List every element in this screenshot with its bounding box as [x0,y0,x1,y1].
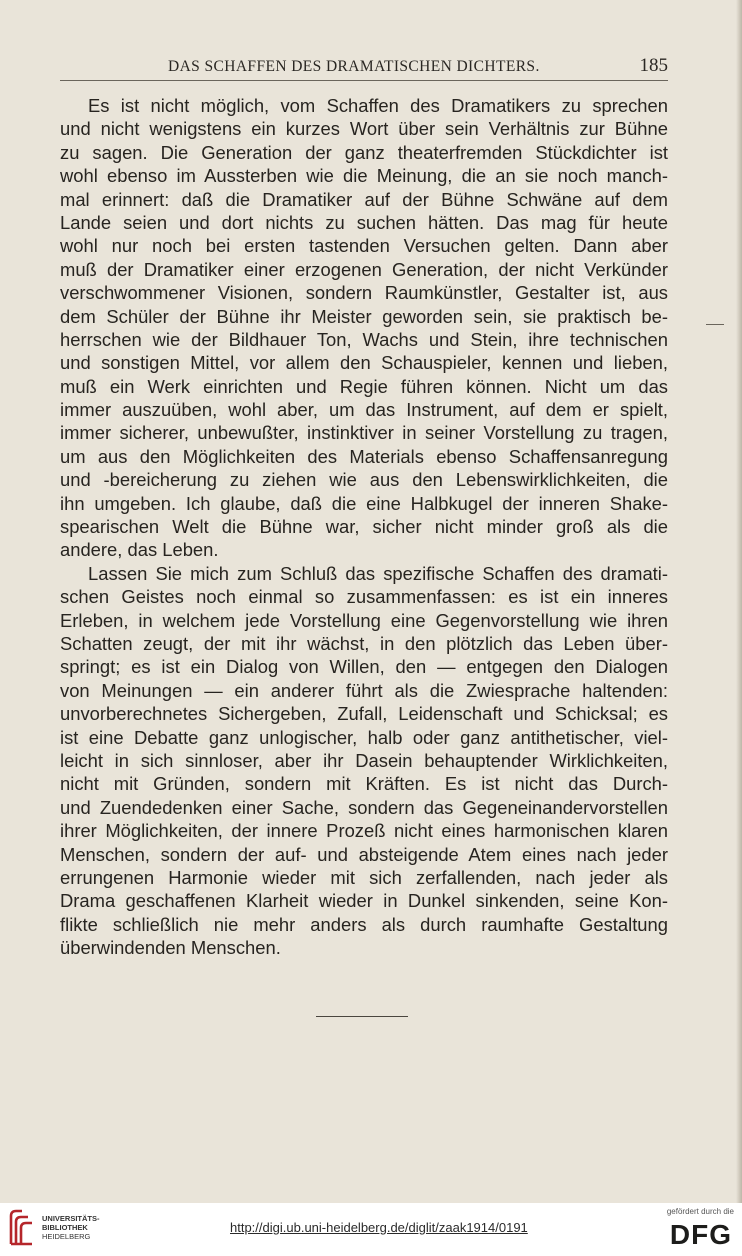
text-line: Schatten zeugt, der mit ihr wächst, in den plötzlich das Leben über- [60,632,668,654]
text-line: von Meinungen — ein anderer führt als die Zwiesprache haltenden: [60,679,668,701]
library-name-line2: BIBLIOTHEK [42,1223,88,1232]
text-line: wohl ebenso im Aussterben wie die Meinung, die an sie noch manch- [60,165,668,187]
text-line: Drama geschaffenen Klarheit wieder in Dunkel sinkenden, seine Kon- [60,890,668,912]
library-name-line1: UNIVERSITÄTS- [42,1214,100,1223]
text-line: leicht in sich sinnloser, aber ihr Dasein behauptender Wirklichkeiten, [60,749,668,771]
footer-bar [0,1203,742,1256]
running-head-title: DAS SCHAFFEN DES DRAMATISCHEN DICHTERS. [168,58,540,75]
text-line: Lassen Sie mich zum Schluß das spezifische Schaffen des dramati- [88,562,668,584]
text-line: schen Geistes noch einmal so zusammenfassen: es ist ein inneres [60,586,668,608]
text-line: andere, das Leben. [60,539,219,561]
text-line: Menschen, sondern der auf- und absteigende Atem eines nach jeder [60,843,668,865]
text-line: dem Schüler der Bühne ihr Meister geworden sein, sie praktisch be- [60,305,668,327]
text-line: Erleben, in welchem jede Vorstellung eine Gegenvorstellung wie ihren [60,609,668,631]
text-line: Lande seien und dort nichts zu suchen hätten. Das mag für heute [60,211,668,233]
text-line: unvorberechnetes Sichergeben, Zufall, Leidenschaft und Schicksal; es [60,703,668,725]
text-line: immer auszuüben, wohl aber, um das Instrument, auf dem er spielt, [60,399,668,421]
text-line: und nicht wenigstens ein kurzes Wort über sein Verhältnis zur Bühne [60,118,668,140]
text-line: wohl nur noch bei ersten tastenden Versuchen gelten. Dann aber [60,235,668,257]
margin-mark [706,324,724,325]
text-line: flikte schließlich nie mehr anders als durch raumhafte Gestaltung [60,913,668,935]
text-line: ihrer Möglichkeiten, der innere Prozeß nicht eines harmonischen klaren [60,820,668,842]
text-line: verschwommener Visionen, sondern Raumkünstler, Gestalter ist, aus [60,282,668,304]
text-line: ihn umgeben. Ich glaube, daß die eine Halbkugel der inneren Shake- [60,492,668,514]
text-line: und sonstigen Mittel, vor allem den Schauspieler, kennen und lieben, [60,352,668,374]
body-text [60,94,668,959]
permalink-url[interactable]: http://digi.ub.uni-heidelberg.de/diglit/zaak1914/0191 [230,1220,528,1235]
page-number: 185 [639,55,668,76]
text-line: muß der Dramatiker einer erzogenen Generation, der nicht Verkünder [60,258,668,280]
running-head [60,55,668,81]
text-line: ist eine Debatte ganz unlogischer, halb oder ganz antithetischer, viel- [60,726,668,748]
text-line: springt; es ist ein Dialog von Willen, den — entgegen den Dialogen [60,656,668,678]
text-line: nicht mit Gründen, sondern mit Kräften. Es ist nicht das Durch- [60,773,668,795]
text-line: immer sicherer, unbewußter, instinktiver in seiner Vorstellung zu tragen, [60,422,668,444]
text-line: herrschen wie der Bildhauer Ton, Wachs und Stein, ihre technischen [60,328,668,350]
text-line: überwindenden Menschen. [60,937,281,959]
text-line: und Zuendedenken einer Sache, sondern das Gegeneinandervorstellen [60,796,668,818]
funded-by-label: gefördert durch die [666,1207,734,1216]
text-line: muß ein Werk einrichten und Regie führen können. Nicht um das [60,375,668,397]
end-rule [316,1016,408,1017]
text-line: und -bereicherung zu ziehen wie aus den Lebenswirklichkeiten, die [60,469,668,491]
text-line: mal erinnert: daß die Dramatiker auf der Bühne Schwäne auf dem [60,188,668,210]
text-line: zu sagen. Die Generation der ganz theaterfremden Stückdichter ist [60,141,668,163]
library-name [42,1214,100,1241]
text-line: spearischen Welt die Bühne war, sicher nicht minder groß als die [60,516,668,538]
dfg-logo: DFG [669,1219,732,1250]
library-logo-icon [8,1208,34,1248]
text-line: Es ist nicht möglich, vom Schaffen des Dramatikers zu sprechen [88,95,668,116]
text-line: um aus den Möglichkeiten des Materials ebenso Schaffensanregung [60,445,668,467]
text-line: errungenen Harmonie wieder mit sich zerfallenden, nach jeder als [60,866,668,888]
library-name-line3: HEIDELBERG [42,1232,91,1241]
